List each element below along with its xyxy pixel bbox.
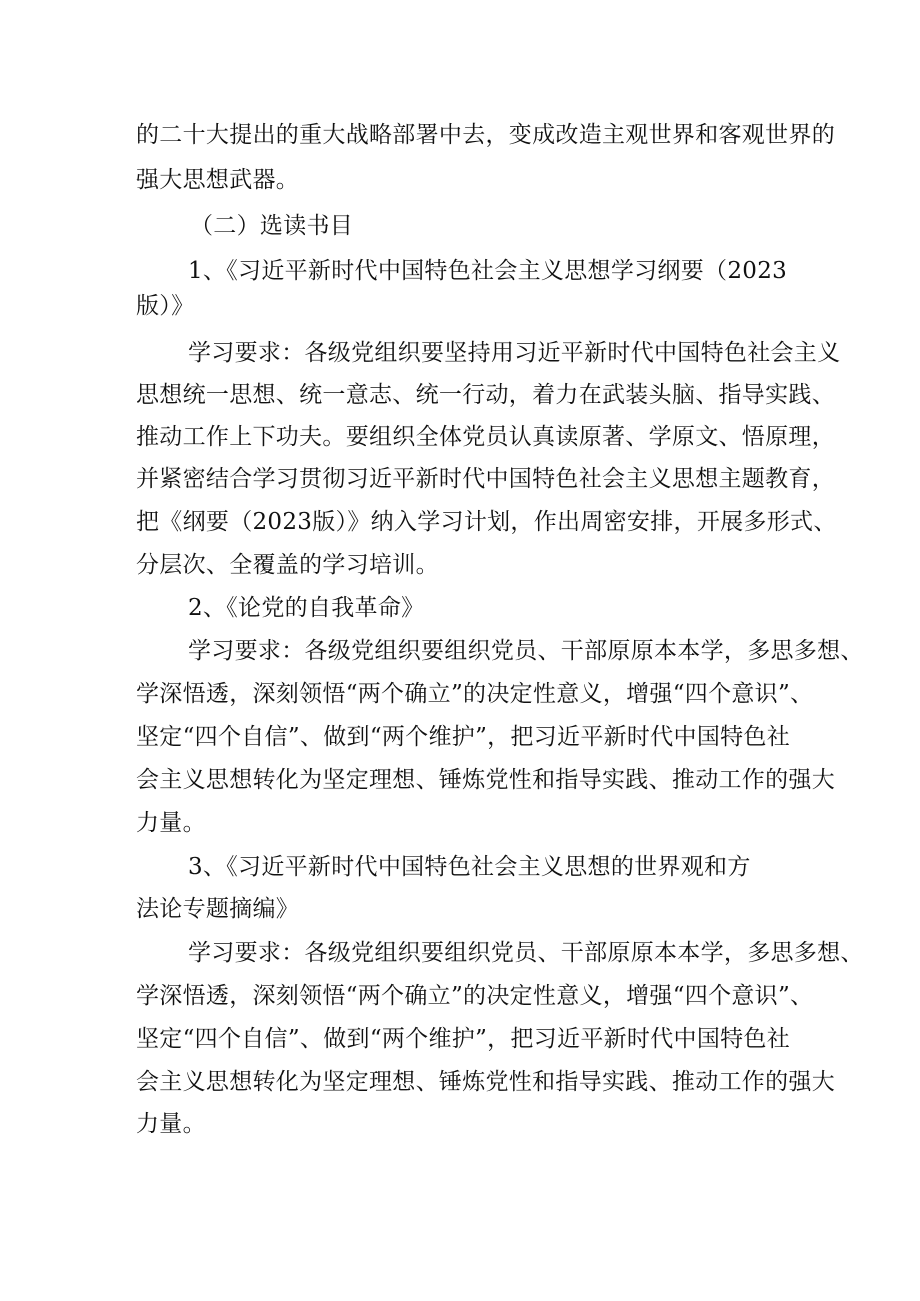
- body-text-line: 把《纲要（2023版）》纳入学习计划，作出周密安排，开展多形式、: [136, 509, 837, 535]
- body-text-line: 坚定“四个自信”、做到“两个维护”，把习近平新时代中国特色社: [136, 724, 791, 750]
- requirement-paragraph-3: 学习要求：各级党组织要组织党员、干部原原本本学，多思多想、: [188, 940, 864, 966]
- book-title-3-cont: 法论专题摘编》: [136, 896, 300, 922]
- book-title-2: 2、《论党的自我革命》: [188, 595, 425, 621]
- body-text-line: 会主义思想转化为坚定理想、锤炼党性和指导实践、推动工作的强大: [136, 1069, 835, 1095]
- book-title-1: 1、《习近平新时代中国特色社会主义思想学习纲要（2023: [188, 258, 788, 284]
- body-text-line: 并紧密结合学习贯彻习近平新时代中国特色社会主义思想主题教育，: [136, 466, 835, 492]
- body-text-line: 学深悟透，深刻领悟“两个确立”的决定性意义，增强“四个意识”、: [136, 983, 814, 1009]
- requirement-paragraph-1: 学习要求：各级党组织要坚持用习近平新时代中国特色社会主义: [188, 340, 841, 366]
- body-text-line: 学深悟透，深刻领悟“两个确立”的决定性意义，增强“四个意识”、: [136, 681, 814, 707]
- book-title-3: 3、《习近平新时代中国特色社会主义思想的世界观和方: [188, 854, 751, 880]
- body-text-line: 强大思想武器。: [136, 167, 300, 193]
- section-heading: （二）选读书目: [190, 213, 354, 239]
- body-text-line: 分层次、全覆盖的学习培训。: [136, 552, 439, 578]
- body-text-line: 力量。: [136, 1111, 206, 1137]
- body-text-line: 思想统一思想、统一意志、统一行动，着力在武装头脑、指导实践、: [136, 382, 835, 408]
- requirement-paragraph-2: 学习要求：各级党组织要组织党员、干部原原本本学，多思多想、: [188, 638, 864, 664]
- body-text-line: 的二十大提出的重大战略部署中去，变成改造主观世界和客观世界的: [136, 122, 835, 148]
- body-text-line: 会主义思想转化为坚定理想、锤炼党性和指导实践、推动工作的强大: [136, 767, 835, 793]
- body-text-line: 坚定“四个自信”、做到“两个维护”，把习近平新时代中国特色社: [136, 1026, 791, 1052]
- body-text-line: 推动工作上下功夫。要组织全体党员认真读原著、学原文、悟原理，: [136, 424, 835, 450]
- body-text-line: 力量。: [136, 810, 206, 836]
- book-title-1-cont: 版）》: [136, 293, 195, 319]
